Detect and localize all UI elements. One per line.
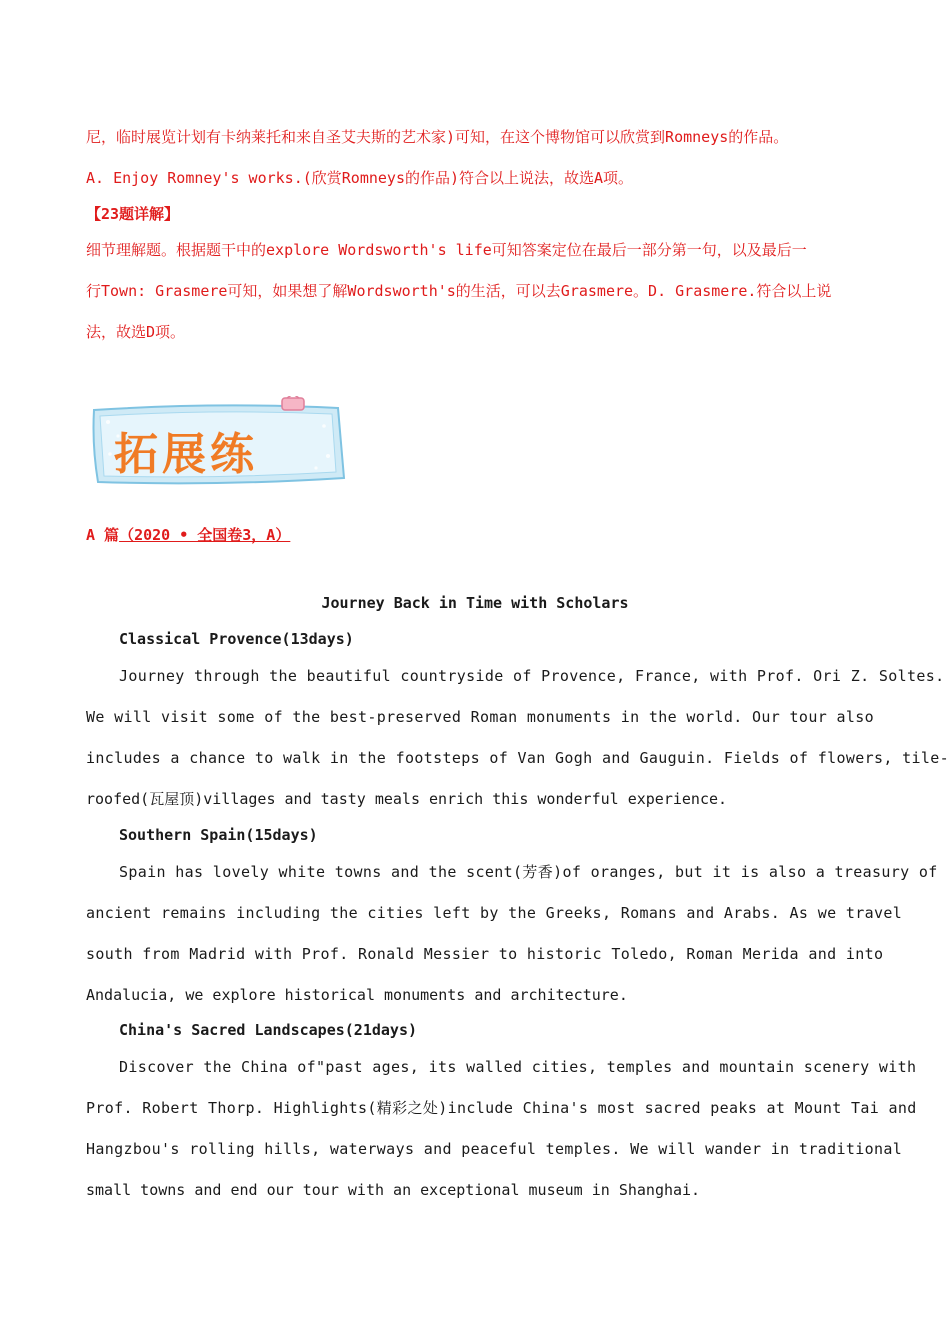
tour-paragraph-provence [86,666,950,830]
banner-title: 拓展练 [114,429,258,480]
tour-heading-china: China's Sacred Landscapes(21days) [119,1021,418,1039]
paragraph-line: Journey through the beautiful countryside of Provence, France, with Prof. Ori Z. Soltes. [119,667,945,685]
section-prefix: A 篇 [86,526,120,544]
paragraph-line: includes a chance to walk in the footsteps of Van Gogh and Gauguin. Fields of flowers, tile- [86,749,950,767]
paragraph-line: ancient remains including the cities left by the Greeks, Romans and Arabs. As we travel [86,904,903,922]
paragraph-line: small towns and end our tour with an exceptional museum in Shanghai. [86,1181,701,1199]
paragraph-line: south from Madrid with Prof. Ronald Messier to historic Toledo, Roman Merida and into [86,945,884,963]
answer22-line2: A. Enjoy Romney's works.(欣赏Romneys的作品)符合以上说法，故选A项。 [86,169,634,187]
paragraph-line: Andalucia, we explore historical monuments and architecture. [86,986,628,1004]
tour-paragraph-china [86,1057,917,1221]
paragraph-line: We will visit some of the best-preserved Roman monuments in the world. Our tour also [86,708,874,726]
section-label [86,524,290,545]
tour-heading-provence: Classical Provence(13days) [119,630,354,648]
article-title: Journey Back in Time with Scholars [321,594,629,612]
answer22-line1: 尼，临时展览计划有卡纳莱托和来自圣艾夫斯的艺术家)可知，在这个博物馆可以欣赏到Romneys的作品。 [86,128,789,146]
paragraph-line: Spain has lovely white towns and the scent(芳香)of oranges, but it is also a treasury of [119,863,938,881]
tour-paragraph-spain [86,862,938,1026]
extension-practice-banner [88,396,348,488]
paragraph-line: Discover the China of"past ages, its walled cities, temples and mountain scenery with [119,1058,917,1076]
section-source: （2020 • 全国卷3，A） [119,526,291,544]
answer23-line2: 行Town: Grasmere可知，如果想了解Wordsworth's的生活，可以去Grasmere。D. Grasmere.符合以上说 [86,282,832,300]
answer23-line1: 细节理解题。根据题干中的explore Wordsworth's life可知答案定位在最后一部分第一句，以及最后一 [86,241,807,259]
paragraph-line: Hangzbou's rolling hills, waterways and peaceful temples. We will wander in traditional [86,1140,903,1158]
tour-heading-spain: Southern Spain(15days) [119,826,318,844]
answer23-heading: 【23题详解】 [86,205,180,223]
paragraph-line: Prof. Robert Thorp. Highlights(精彩之处)include China's most sacred peaks at Mount Tai and [86,1099,917,1117]
answer23-line3: 法，故选D项。 [86,323,186,341]
paragraph-line: roofed(瓦屋顶)villages and tasty meals enrich this wonderful experience. [86,790,728,808]
